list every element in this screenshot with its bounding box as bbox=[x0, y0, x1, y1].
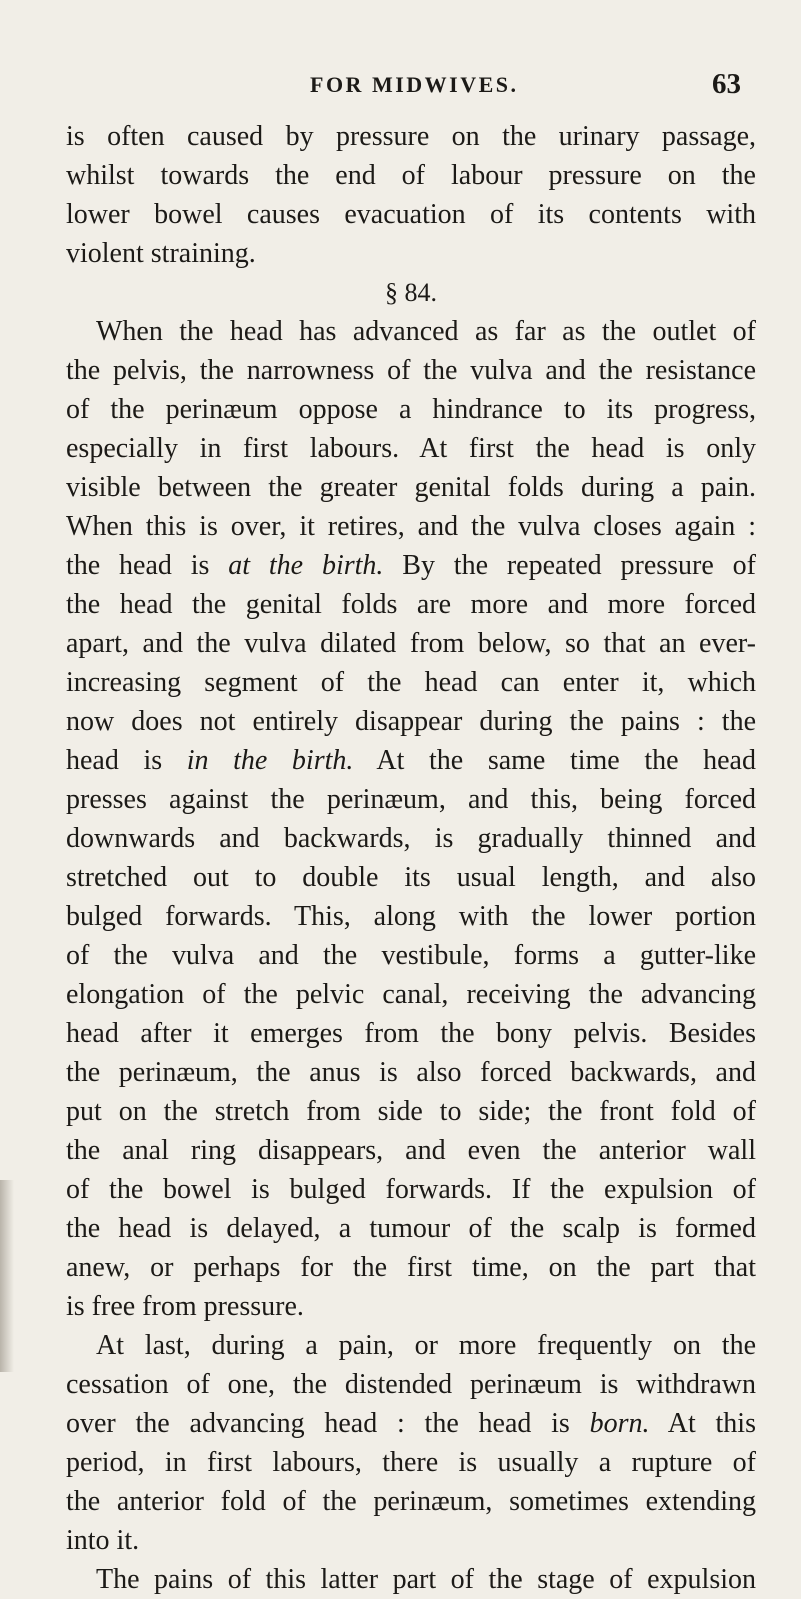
text-line: bulged forwards. This, along with the lower portion bbox=[66, 901, 756, 932]
text-line: especially in first labours. At first the head is only bbox=[66, 433, 756, 464]
text-line: When this is over, it retires, and the vulva closes again : bbox=[66, 511, 756, 542]
text-line: is often caused by pressure on the urinary passage, bbox=[66, 121, 756, 152]
text-line: into it. bbox=[66, 1525, 140, 1556]
running-title: FOR MIDWIVES. bbox=[310, 72, 519, 97]
text-run: At the same time the head bbox=[353, 745, 756, 776]
text-line: apart, and the vulva dilated from below, so that an ever- bbox=[66, 628, 756, 659]
text-line: period, in first labours, there is usually a rupture of bbox=[66, 1447, 756, 1478]
text-line: When the head has advanced as far as the outlet of bbox=[96, 316, 756, 347]
text-line: whilst towards the end of labour pressure on the bbox=[66, 160, 756, 191]
text-line bbox=[66, 741, 756, 780]
text-run: By the repeated pressure of bbox=[383, 550, 756, 581]
text-run: At this bbox=[649, 1408, 756, 1439]
text-line bbox=[66, 1404, 756, 1443]
text-run: over the advancing head : the head is bbox=[66, 1408, 590, 1439]
text-line: put on the stretch from side to side; the front fold of bbox=[66, 1096, 756, 1127]
text-line: At last, during a pain, or more frequently on the bbox=[96, 1330, 756, 1361]
text-line: downwards and backwards, is gradually thinned and bbox=[66, 823, 756, 854]
text-line: The pains of this latter part of the stage of expulsion bbox=[96, 1564, 756, 1595]
text-line: violent straining. bbox=[66, 238, 256, 269]
text-line: now does not entirely disappear during the pains : the bbox=[66, 706, 756, 737]
text-line: lower bowel causes evacuation of its contents with bbox=[66, 199, 756, 230]
text-line: visible between the greater genital folds during a pain. bbox=[66, 472, 756, 503]
text-line bbox=[66, 546, 756, 585]
page-edge-shadow bbox=[0, 1180, 14, 1372]
text-line: is free from pressure. bbox=[66, 1291, 304, 1322]
body-text bbox=[66, 117, 756, 1599]
text-line: the head is delayed, a tumour of the scalp is formed bbox=[66, 1213, 756, 1244]
text-line: the anal ring disappears, and even the anterior wall bbox=[66, 1135, 756, 1166]
text-run: the head is bbox=[66, 550, 229, 581]
text-run: head is bbox=[66, 745, 187, 776]
text-line: elongation of the pelvic canal, receiving the advancing bbox=[66, 979, 756, 1010]
section-heading: § 84. bbox=[385, 278, 437, 307]
text-line: increasing segment of the head can enter it, which bbox=[66, 667, 756, 698]
text-line: anew, or perhaps for the first time, on the part that bbox=[66, 1252, 756, 1283]
text-line: the pelvis, the narrowness of the vulva and the resistance bbox=[66, 355, 756, 386]
text-line: presses against the perinæum, and this, being forced bbox=[66, 784, 756, 815]
text-line: cessation of one, the distended perinæum is withdrawn bbox=[66, 1369, 756, 1400]
text-line: stretched out to double its usual length, and also bbox=[66, 862, 756, 893]
italic-term: at the birth. bbox=[228, 550, 384, 581]
page-number: 63 bbox=[712, 68, 741, 100]
running-head bbox=[0, 68, 801, 102]
text-line: the head the genital folds are more and more forced bbox=[66, 589, 756, 620]
text-line: of the perinæum oppose a hindrance to its progress, bbox=[66, 394, 756, 425]
text-line: of the vulva and the vestibule, forms a gutter-like bbox=[66, 940, 756, 971]
text-line: the anterior fold of the perinæum, sometimes extending bbox=[66, 1486, 756, 1517]
italic-term: born. bbox=[589, 1408, 650, 1439]
text-line: head after it emerges from the bony pelvis. Besides bbox=[66, 1018, 756, 1049]
text-line: the perinæum, the anus is also forced backwards, and bbox=[66, 1057, 756, 1088]
text-line: of the bowel is bulged forwards. If the expulsion of bbox=[66, 1174, 756, 1205]
italic-term: in the birth. bbox=[186, 745, 354, 776]
